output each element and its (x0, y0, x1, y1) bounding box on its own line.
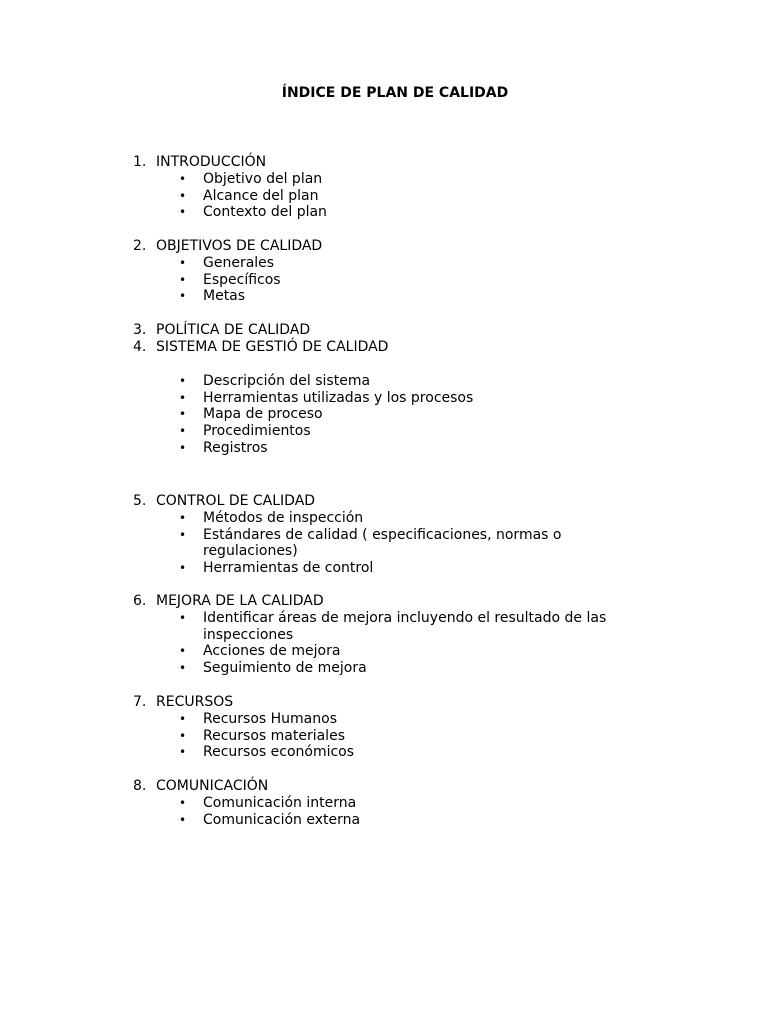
list-item (133, 643, 633, 660)
list-item (133, 560, 633, 577)
bullet-list (133, 610, 633, 677)
section-title: COMUNICACIÓN (156, 778, 269, 794)
bullet-icon: • (179, 661, 187, 676)
bullet-icon: • (179, 374, 187, 388)
list-item (133, 660, 633, 677)
list-item (133, 373, 633, 390)
list-item (133, 272, 633, 289)
bullet-icon: • (179, 172, 187, 186)
section-title: MEJORA DE LA CALIDAD (156, 593, 324, 609)
list-item-text: Específicos (203, 271, 281, 288)
list-item-text: Descripción del sistema (203, 373, 371, 389)
bullet-icon: • (179, 289, 187, 304)
bullet-icon: • (179, 424, 187, 439)
bullet-icon: • (179, 407, 187, 422)
section-number: 6. (133, 593, 147, 609)
list-item-text: Generales (203, 255, 275, 271)
list-item (133, 527, 633, 560)
bullet-icon: • (179, 272, 187, 287)
list-item-text: Comunicación externa (203, 811, 361, 828)
bullet-icon: • (179, 644, 187, 659)
section-title: INTRODUCCIÓN (156, 154, 267, 170)
bullet-list (133, 510, 633, 577)
bullet-icon: • (179, 611, 187, 625)
bullet-list (133, 711, 633, 761)
section-recursos (133, 694, 633, 761)
list-item (133, 204, 633, 221)
bullet-icon: • (179, 796, 187, 810)
section-heading (133, 593, 633, 610)
bullet-icon: • (179, 561, 187, 576)
bullet-icon: • (179, 728, 187, 743)
bullet-icon: • (179, 527, 187, 542)
list-item (133, 795, 633, 812)
section-mejora (133, 593, 633, 677)
bullet-icon: • (179, 188, 187, 203)
bullet-icon: • (179, 440, 187, 455)
list-item (133, 510, 633, 527)
list-item-text: Acciones de mejora (203, 643, 341, 660)
list-item (133, 390, 633, 407)
section-heading (133, 154, 633, 171)
section-comunicacion (133, 778, 633, 828)
list-item (133, 744, 633, 761)
list-item-text: Recursos Humanos (203, 711, 337, 727)
list-item-text: Procedimientos (203, 423, 311, 440)
list-item-text: Alcance del plan (203, 187, 319, 204)
section-number: 4. (133, 339, 147, 355)
bullet-icon: • (179, 205, 187, 220)
page-title: ÍNDICE DE PLAN DE CALIDAD (281, 85, 509, 101)
section-title: SISTEMA DE GESTIÓ DE CALIDAD (156, 339, 389, 355)
list-item (133, 171, 633, 188)
list-item-text: Herramientas de control (203, 560, 374, 577)
list-item-text: Mapa de proceso (203, 406, 323, 423)
list-item (133, 406, 633, 423)
list-item (133, 423, 633, 440)
list-item-text: Métodos de inspección (203, 510, 364, 526)
section-number: 1. (133, 154, 147, 170)
list-item (133, 711, 633, 728)
bullet-icon: • (179, 745, 187, 760)
list-item-text: Identificar áreas de mejora incluyendo el resultado de las inspecciones (203, 610, 607, 643)
section-politica (133, 322, 633, 339)
bullet-list (133, 373, 633, 457)
list-item-text: Recursos materiales (203, 727, 345, 744)
bullet-icon: • (179, 256, 187, 270)
bullet-list (133, 255, 633, 305)
list-item-text: Seguimiento de mejora (203, 660, 367, 677)
section-title: POLÍTICA DE CALIDAD (156, 322, 311, 338)
section-introduccion (133, 154, 633, 221)
section-number: 8. (133, 778, 147, 794)
section-control (133, 493, 633, 577)
list-item-text: Herramientas utilizadas y los procesos (203, 389, 474, 406)
section-heading (133, 339, 633, 356)
list-item-text: Registros (203, 439, 268, 456)
list-item (133, 812, 633, 829)
section-title: RECURSOS (156, 694, 234, 710)
section-heading (133, 322, 633, 339)
section-heading (133, 694, 633, 711)
section-number: 3. (133, 322, 147, 338)
section-number: 7. (133, 694, 147, 710)
section-heading (133, 778, 633, 795)
list-item-text: Objetivo del plan (203, 171, 323, 187)
section-number: 5. (133, 493, 147, 509)
bullet-icon: • (179, 712, 187, 726)
list-item (133, 255, 633, 272)
list-item-text: Comunicación interna (203, 795, 357, 811)
bullet-list (133, 795, 633, 828)
list-item-text: Contexto del plan (203, 204, 327, 221)
list-item (133, 728, 633, 745)
list-item-text: Metas (203, 288, 246, 305)
bullet-icon: • (179, 511, 187, 525)
list-item (133, 188, 633, 205)
bullet-icon: • (179, 812, 187, 827)
section-heading (133, 238, 633, 255)
list-item-text: Recursos económicos (203, 744, 355, 761)
section-title: OBJETIVOS DE CALIDAD (156, 238, 323, 254)
section-sistema (133, 339, 633, 457)
list-item (133, 288, 633, 305)
list-item (133, 610, 633, 643)
section-heading (133, 493, 633, 510)
list-item (133, 440, 633, 457)
section-objetivos (133, 238, 633, 305)
section-title: CONTROL DE CALIDAD (156, 493, 316, 509)
bullet-icon: • (179, 390, 187, 405)
list-item-text: Estándares de calidad ( especificaciones, normas o regulaciones) (203, 526, 562, 560)
bullet-list (133, 171, 633, 221)
section-number: 2. (133, 238, 147, 254)
